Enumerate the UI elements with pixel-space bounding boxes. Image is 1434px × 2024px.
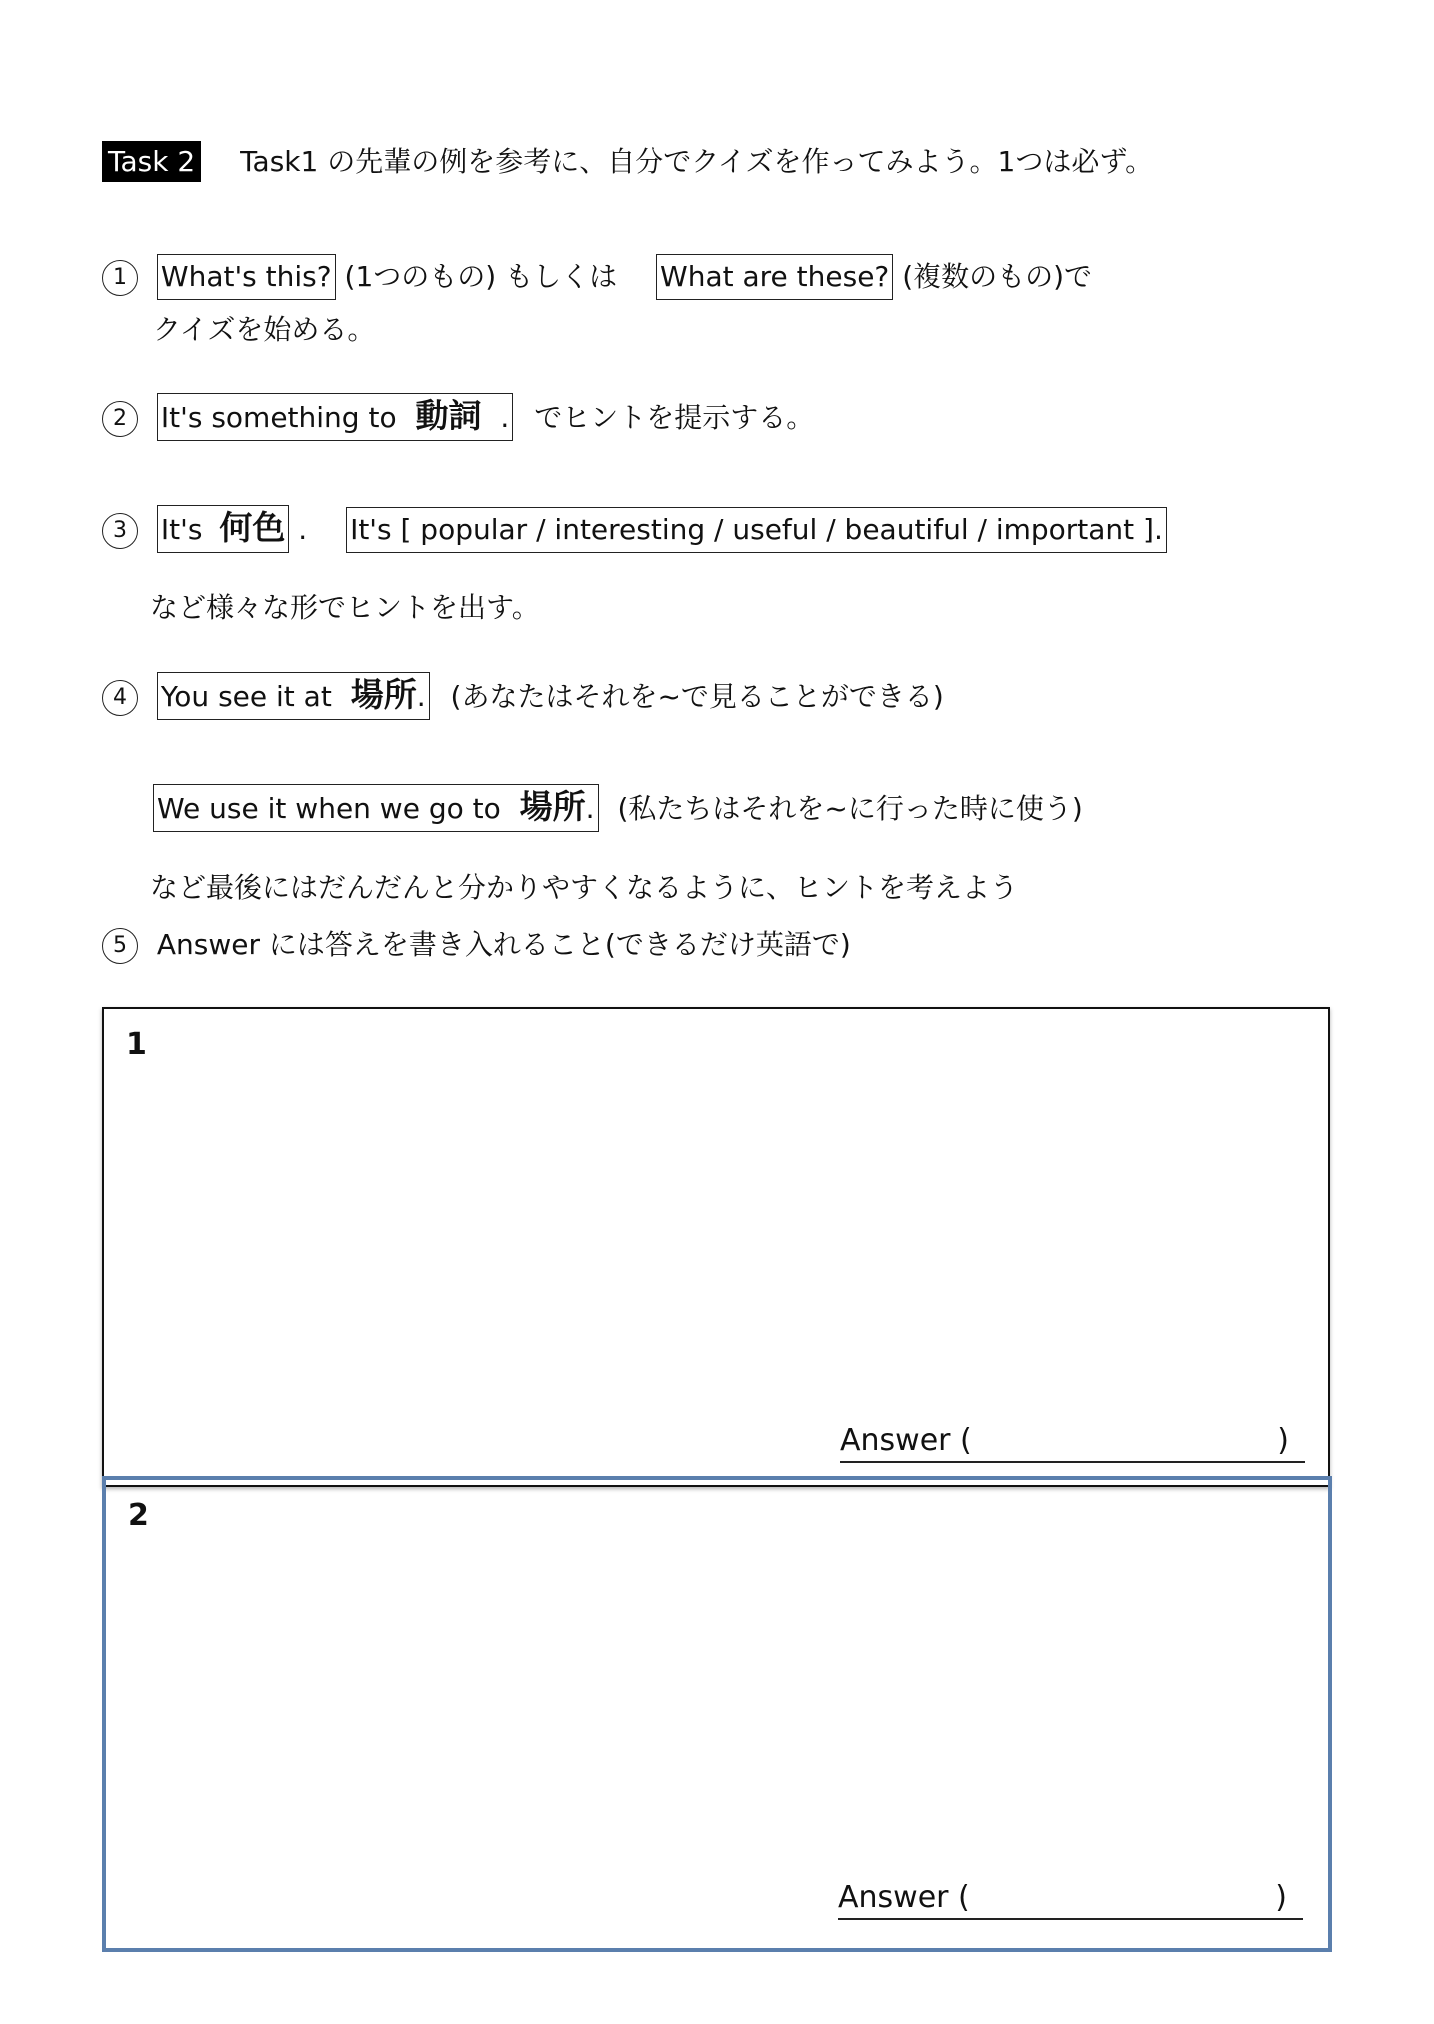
answer-field[interactable] <box>838 1878 1303 1920</box>
step-text: でヒントを提示する。 <box>534 401 815 434</box>
quiz-number: 2 <box>128 1498 149 1533</box>
step-5 <box>102 925 851 965</box>
phrase-box <box>157 672 430 720</box>
phrase-period: . <box>500 401 510 434</box>
quiz-number: 1 <box>126 1027 147 1062</box>
step-4 <box>102 672 944 720</box>
phrase-period: . <box>585 792 595 825</box>
answer-label: Answer ( <box>838 1880 970 1915</box>
phrase-box: What's this? <box>157 254 336 300</box>
step-4-continuation: など最後にはだんだんと分かりやすくなるように、ヒントを考えよう <box>150 871 1019 904</box>
task-instruction: Task1 の先輩の例を参考に、自分でクイズを作ってみよう。1つは必ず。 <box>240 145 1154 178</box>
step-number: 2 <box>102 401 138 437</box>
task-header <box>102 142 1153 182</box>
step-number: 4 <box>102 680 138 716</box>
step-text: (複数のもの)で <box>902 260 1093 293</box>
task-badge: Task 2 <box>102 141 201 182</box>
step-1-continuation: クイズを始める。 <box>153 313 376 346</box>
phrase-period: . <box>298 513 308 546</box>
answer-close-paren: ) <box>1275 1880 1287 1915</box>
placeholder-word: 場所 <box>350 675 417 714</box>
step-1 <box>102 254 1092 300</box>
step-text: (あなたはそれを~で見ることができる) <box>450 680 944 713</box>
step-3 <box>102 505 1167 553</box>
step-4-second <box>153 784 1083 832</box>
step-text: (私たちはそれを~に行った時に使う) <box>617 792 1083 825</box>
phrase-box <box>157 393 513 441</box>
phrase-box: What are these? <box>656 254 893 300</box>
step-2 <box>102 393 814 441</box>
phrase-box <box>153 784 599 832</box>
quiz-box-2[interactable] <box>102 1476 1332 1952</box>
answer-close-paren: ) <box>1277 1423 1289 1458</box>
step-number: 1 <box>102 260 138 296</box>
answer-label: Answer ( <box>840 1423 972 1458</box>
step-3-continuation: など様々な形でヒントを出す。 <box>150 591 540 624</box>
placeholder-word: 動詞 <box>415 396 482 435</box>
phrase-box: It's [ popular / interesting / useful / beautiful / important ]. <box>346 507 1167 553</box>
phrase-box <box>157 505 289 553</box>
phrase-text: We use it when we go to <box>157 792 501 825</box>
step-number: 5 <box>102 928 138 964</box>
step-number: 3 <box>102 513 138 549</box>
phrase-text: You see it at <box>160 680 332 713</box>
placeholder-word: 何色 <box>219 508 286 547</box>
step-text: (1つのもの) もしくは <box>344 260 618 293</box>
phrase-text: It's something to <box>160 401 397 434</box>
quiz-box-1[interactable] <box>102 1007 1330 1487</box>
step-text: Answer には答えを書き入れること(できるだけ英語で) <box>156 928 851 961</box>
phrase-period: . <box>416 680 426 713</box>
placeholder-word: 場所 <box>519 787 586 826</box>
phrase-text: It's <box>160 513 203 546</box>
answer-field[interactable] <box>840 1421 1305 1463</box>
